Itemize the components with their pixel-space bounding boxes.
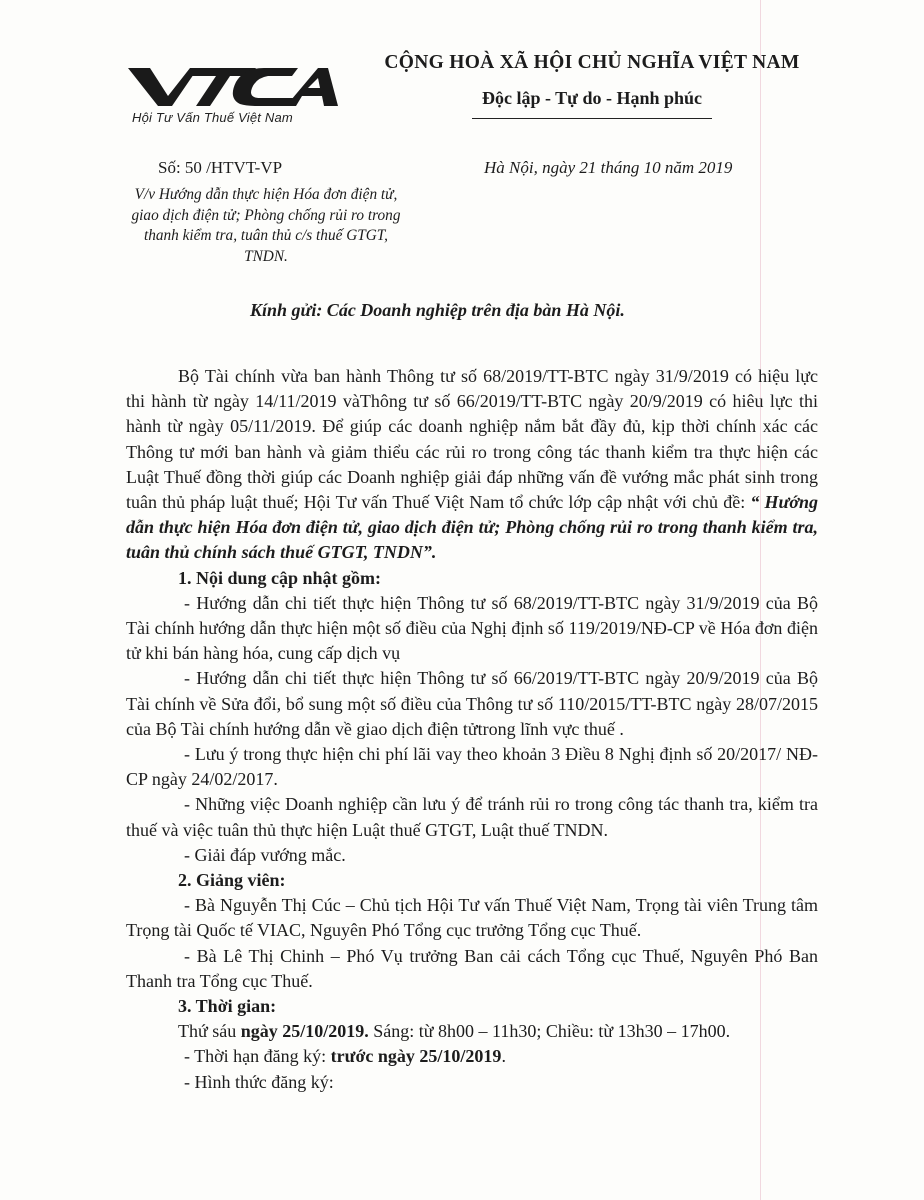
section-2-heading: 2. Giảng viên: <box>178 870 286 891</box>
intro-topic: “ Hướng dẫn thực hiện Hóa đơn điện tử, giao dịch điện tử; Phòng chống rủi ro trong thanh kiểm tra, tuân thủ chính sách thuế GTGT, TNDN”. <box>126 492 818 563</box>
nation-title: CỘNG HOÀ XÃ HỘI CHỦ NGHĨA VIỆT NAM <box>384 52 800 73</box>
section-1-item: - Hướng dẫn chi tiết thực hiện Thông tư số 68/2019/TT-BTC ngày 31/9/2019 của Bộ Tài chính hướng dẫn thực hiện một số điều của Nghị định số 119/2019/NĐ-CP về Hóa đơn điện tử khi bán hàng hóa, cung cấp dịch vụ <box>126 592 818 664</box>
issue-date: Hà Nội, ngày 21 tháng 10 năm 2019 <box>484 158 733 177</box>
logo-subtitle: Hội Tư Vấn Thuế Việt Nam <box>132 110 293 125</box>
motto-underline <box>472 118 712 119</box>
deadline-value: trước ngày 25/10/2019 <box>330 1046 502 1067</box>
motto: Độc lập - Tự do - Hạnh phúc <box>481 88 703 108</box>
section-1-heading: 1. Nội dung cập nhật gồm: <box>178 567 382 588</box>
registration-form: - Hình thức đăng ký: <box>184 1071 334 1092</box>
intro-paragraph <box>126 364 818 566</box>
document-number: Số: 50 /HTVT-VP <box>158 158 283 177</box>
national-header <box>364 52 820 119</box>
vtca-logo-mark <box>128 66 338 110</box>
registration-deadline <box>126 1044 818 1069</box>
time-prefix: Thứ sáu <box>178 1021 241 1042</box>
time-date: ngày 25/10/2019. <box>240 1021 369 1042</box>
greeting: Kính gửi: Các Doanh nghiệp trên địa bàn Hà Nội. <box>250 300 625 320</box>
subject-line: V/v Hướng dẫn thực hiện Hóa đơn điện tử, giao dịch điện tử; Phòng chống rủi ro trong thanh kiểm tra, tuân thủ c/s thuế GTGT, TNDN. <box>131 186 401 265</box>
lecturer-item: - Bà Nguyễn Thị Cúc – Chủ tịch Hội Tư vấn Thuế Việt Nam, Trọng tài viên Trung tâm Trọng tài Quốc tế VIAC, Nguyên Phó Tổng cục trưởng Tổng cục Thuế. <box>126 895 818 941</box>
deadline-label: - Thời hạn đăng ký: <box>184 1046 331 1067</box>
section-1-item: - Giải đáp vướng mắc. <box>184 844 346 865</box>
lecturer-item: - Bà Lê Thị Chinh – Phó Vụ trưởng Ban cải cách Tổng cục Thuế, Nguyên Phó Ban Thanh tra Tổng cục Thuế. <box>126 945 818 991</box>
deadline-end: . <box>501 1046 506 1067</box>
section-1-item: - Lưu ý trong thực hiện chi phí lãi vay theo khoản 3 Điều 8 Nghị định số 20/2017/ NĐ- CP ngày 24/02/2017. <box>126 744 818 790</box>
event-time <box>126 1019 818 1044</box>
letter-body <box>126 364 818 1095</box>
section-1-item: - Hướng dẫn chi tiết thực hiện Thông tư số 66/2019/TT-BTC ngày 20/9/2019 của Bộ Tài chính về Sửa đổi, bổ sung một số điều của Thông tư số 110/2015/TT-BTC ngày 28/07/2015 của Bộ Tài chính hướng dẫn về giao dịch điện tửtrong lĩnh vực thuế . <box>126 668 818 739</box>
intro-text: Bộ Tài chính vừa ban hành Thông tư số 68/2019/TT-BTC ngày 31/9/2019 có hiệu lực thi hành từ ngày 14/11/2019 vàThông tư số 66/2019/TT-BTC ngày 20/9/2019 có hiêu lực thi hành từ ngày 05/11/2019. Để giúp các doanh nghiệp nắm bắt đầy đủ, kịp thời chính xác các Thông tư mới ban hành và giảm thiểu các rủi ro trong công tác thanh kiểm tra thực hiện các Luật Thuế đồng thời giúp các Doanh nghiệp giải đáp những vấn đề vướng mắc phát sinh trong tuân thủ pháp luật thuế; Hội Tư vấn Thuế Việt Nam tổ chức lớp cập nhật với chủ đề: <box>126 366 818 513</box>
vtca-logo <box>128 66 338 130</box>
section-3-heading: 3. Thời gian: <box>178 996 277 1017</box>
time-rest: Sáng: từ 8h00 – 11h30; Chiều: từ 13h30 – 17h00. <box>368 1021 731 1042</box>
section-1-item: - Những việc Doanh nghiệp cần lưu ý để tránh rủi ro trong công tác thanh tra, kiểm tra thuế và việc tuân thủ thực hiện Luật thuế GTGT, Luật thuế TNDN. <box>126 794 818 840</box>
